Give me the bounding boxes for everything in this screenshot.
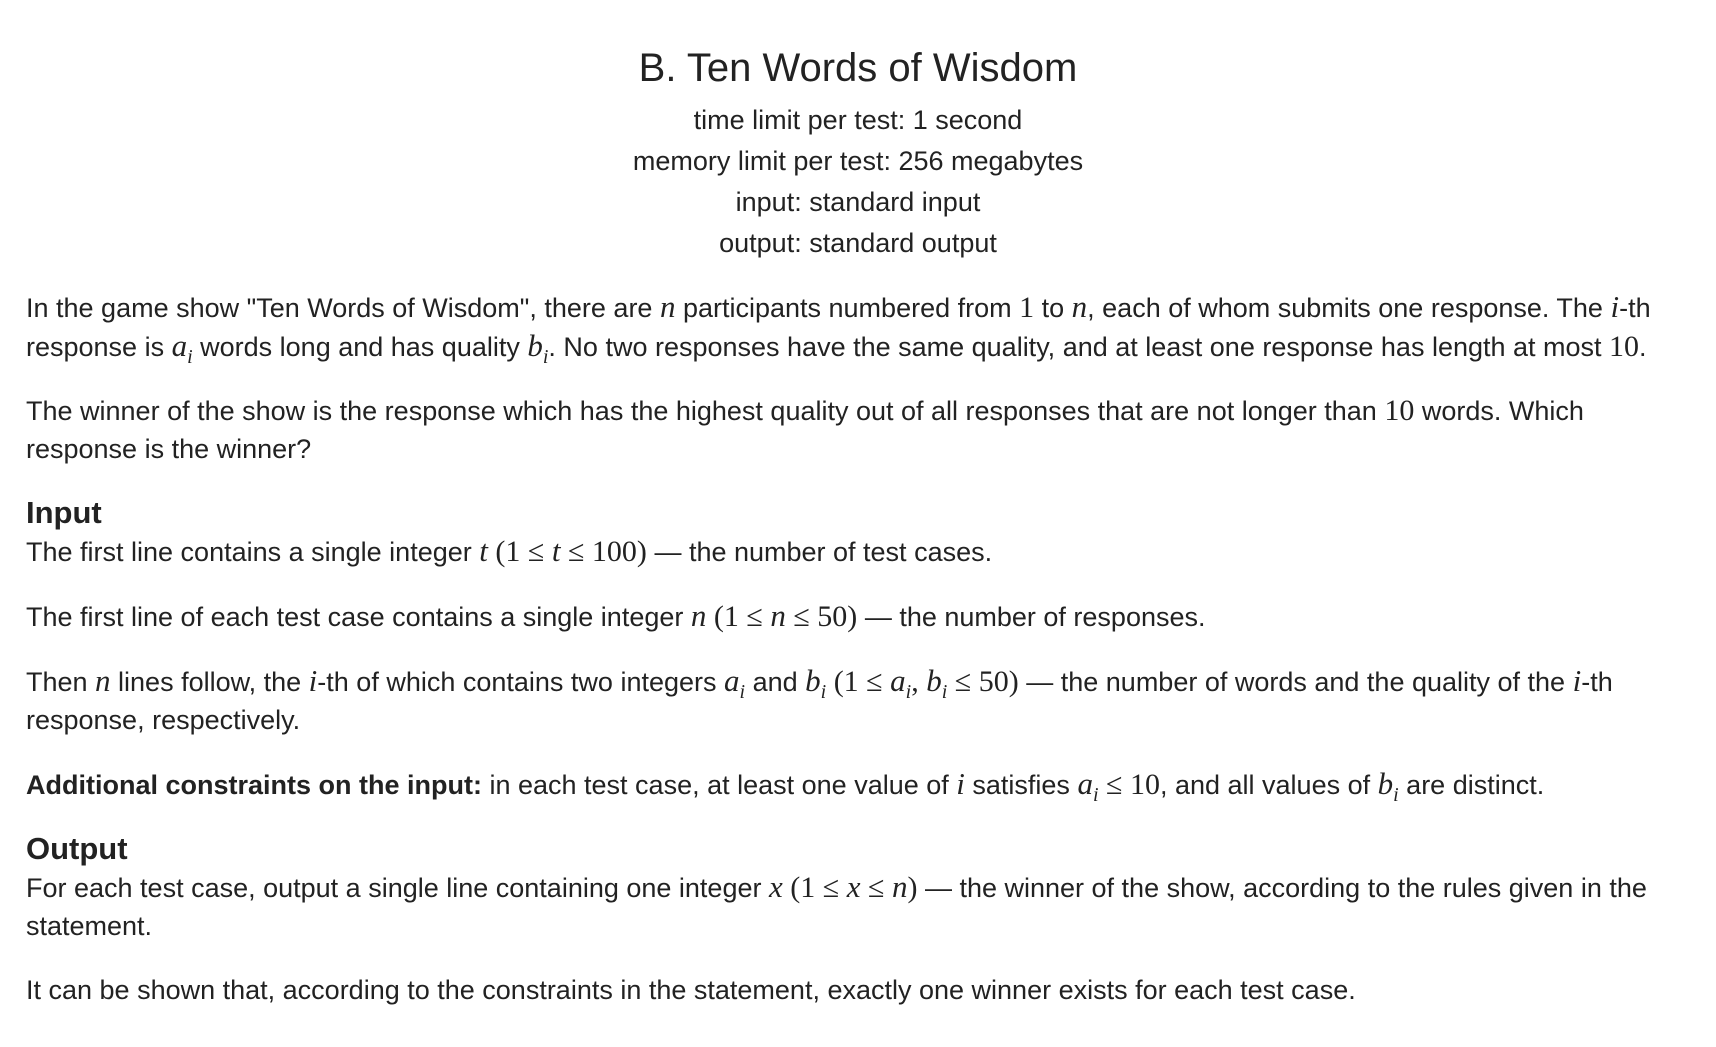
time-limit-value: 1 second <box>912 105 1023 135</box>
text: participants numbered from <box>675 293 1020 323</box>
math: a <box>1077 766 1093 801</box>
math: ≤ 10 <box>1098 768 1160 801</box>
text: words long and has quality <box>192 332 528 362</box>
text: — the number of test cases. <box>646 537 993 567</box>
input-paragraph-2 <box>26 597 1690 636</box>
text: -th response is <box>26 293 1651 362</box>
output-file <box>26 223 1690 264</box>
input-file <box>26 182 1690 223</box>
math: i <box>1610 289 1620 324</box>
math: n <box>690 598 707 633</box>
math-subscript: i <box>820 681 827 703</box>
math: n <box>1071 289 1088 324</box>
text: . <box>1639 332 1647 362</box>
text: words. Which response is the winner? <box>26 396 1584 464</box>
input-file-value: standard input <box>809 187 981 217</box>
math: a <box>890 663 906 698</box>
math-subscript: i <box>1092 784 1099 806</box>
text: — the winner of the show, according to the rules given in the statement. <box>26 873 1647 941</box>
math: (1 ≤ <box>826 665 891 698</box>
math: n <box>95 663 111 698</box>
output-paragraph-2 <box>26 971 1690 1009</box>
math: (1 ≤ <box>706 600 771 633</box>
text: — the number of responses. <box>857 602 1206 632</box>
input-paragraph-4 <box>26 765 1690 804</box>
text: -th of which contains two integers <box>317 667 724 697</box>
text: in each test case, at least one value of <box>481 770 957 800</box>
math: b <box>926 663 942 698</box>
math: t <box>479 533 488 568</box>
math-subscript: i <box>739 681 746 703</box>
memory-limit-label: memory limit per test: <box>632 146 891 176</box>
math: n <box>659 289 676 324</box>
text: — the number of words and the quality of the <box>1018 667 1573 697</box>
time-limit <box>26 100 1690 141</box>
output-file-label: output: <box>719 228 802 258</box>
problem-header <box>26 0 1690 264</box>
text: In the game show "Ten Words of Wisdom", there are <box>26 293 660 323</box>
input-section-title: Input <box>26 495 102 530</box>
math-subscript: i <box>542 346 549 368</box>
text: to <box>1034 293 1072 323</box>
math-subscript: i <box>187 346 193 368</box>
math: 1 <box>1019 291 1035 324</box>
memory-limit <box>26 141 1690 182</box>
math: x <box>768 869 783 904</box>
math: ) <box>907 871 918 904</box>
text: The winner of the show is the response which has the highest quality out of all responses that are not longer than <box>26 396 1385 426</box>
bold-text: Additional constraints on the input: <box>26 770 482 800</box>
text: and <box>745 667 806 697</box>
math-subscript: i <box>1393 784 1399 806</box>
math: 10 <box>1384 394 1415 427</box>
math: ≤ 50) <box>947 665 1019 698</box>
math: a <box>724 663 740 698</box>
math: a <box>171 328 188 363</box>
output-section-title: Output <box>26 831 128 866</box>
math: , <box>911 665 927 698</box>
text: The first line of each test case contains a single integer <box>26 602 691 632</box>
math: i <box>308 663 318 698</box>
math: ≤ 50) <box>785 600 858 633</box>
math: n <box>891 869 908 904</box>
input-paragraph-3 <box>26 662 1690 739</box>
math: ≤ 100) <box>560 535 647 568</box>
output-paragraph-1 <box>26 868 1690 945</box>
text: It can be shown that, according to the constraints in the statement, exactly one winner exists for each test case. <box>26 975 1356 1005</box>
input-file-label: input: <box>735 187 802 217</box>
math: n <box>770 598 786 633</box>
math: b <box>1377 766 1394 801</box>
math: (1 ≤ <box>782 871 847 904</box>
legend <box>26 288 1690 468</box>
math: x <box>846 869 861 904</box>
text: The first line contains a single integer <box>26 537 480 567</box>
math: t <box>551 533 561 568</box>
math: (1 ≤ <box>487 535 552 568</box>
math: i <box>1572 663 1582 698</box>
text: , each of whom submits one response. The <box>1087 293 1611 323</box>
memory-limit-value: 256 megabytes <box>898 146 1084 176</box>
math: b <box>805 663 821 698</box>
input-paragraph-1 <box>26 532 1690 571</box>
legend-paragraph-2 <box>26 392 1690 468</box>
output-file-value: standard output <box>809 228 997 258</box>
text: lines follow, the <box>110 667 309 697</box>
text: , and all values of <box>1159 770 1378 800</box>
problem-statement <box>26 288 1690 1009</box>
output-specification <box>26 830 1690 1009</box>
time-limit-label: time limit per test: <box>693 105 906 135</box>
problem-title: B. Ten Words of Wisdom <box>638 46 1078 90</box>
text: Then <box>26 667 96 697</box>
math-subscript: i <box>905 681 912 703</box>
text: . No two responses have the same quality, and at least one response has length at most <box>548 332 1610 362</box>
text: satisfies <box>964 770 1078 800</box>
math: i <box>956 766 965 801</box>
text: For each test case, output a single line containing one integer <box>26 873 769 903</box>
legend-paragraph-1 <box>26 288 1690 366</box>
math: 10 <box>1609 330 1640 363</box>
math: ≤ <box>860 871 892 904</box>
math-subscript: i <box>941 681 948 703</box>
input-specification <box>26 494 1690 804</box>
text: are distinct. <box>1398 770 1545 800</box>
math: b <box>527 328 543 363</box>
text: -th response, respectively. <box>26 667 1613 735</box>
